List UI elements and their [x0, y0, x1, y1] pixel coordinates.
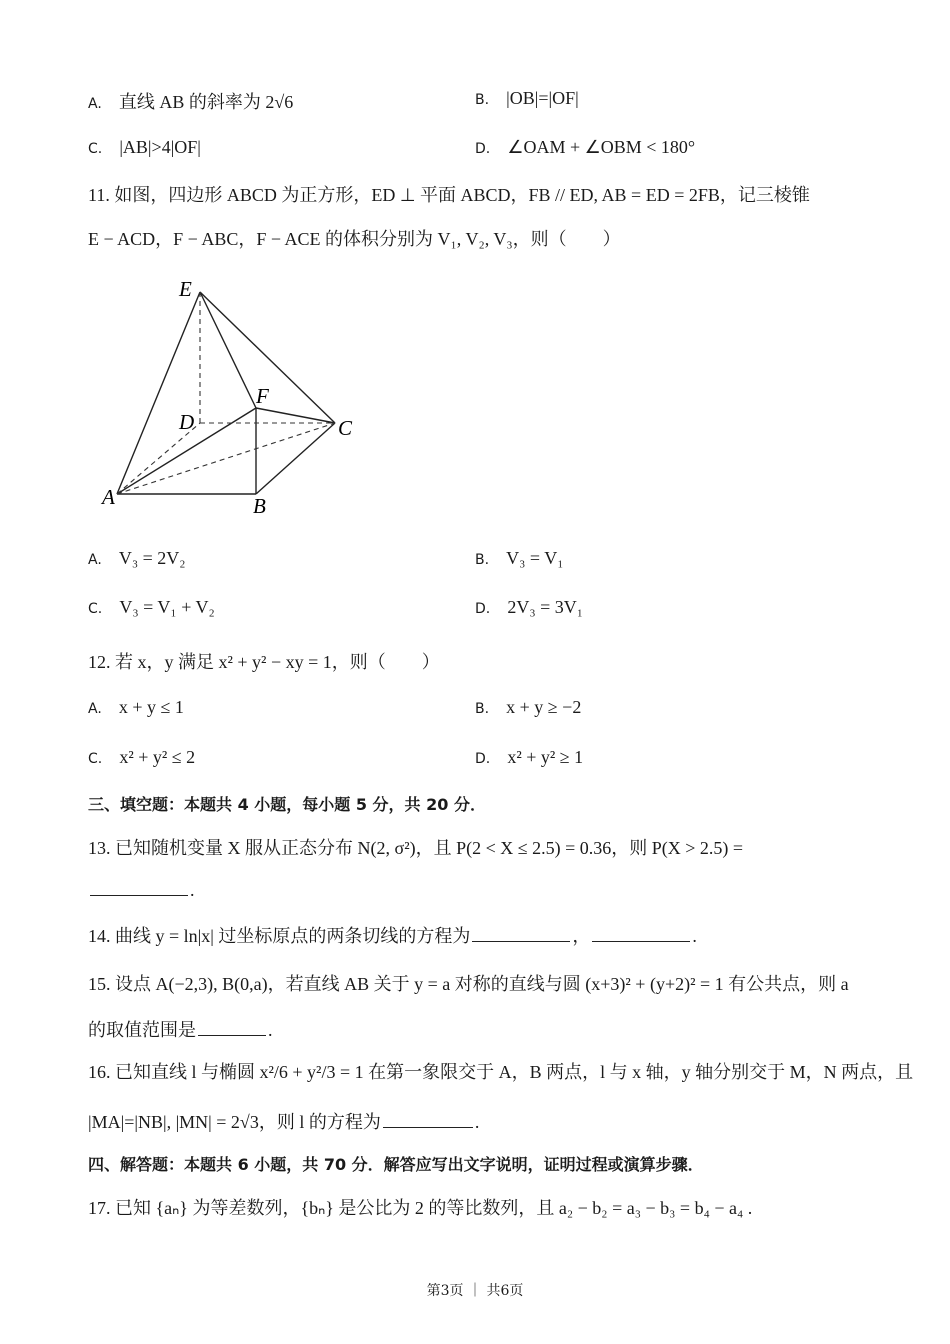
q14-stem	[88, 922, 697, 948]
option-label: D.	[475, 601, 491, 617]
q17-stem-text: 17. 已知 {aₙ} 为等差数列，{bₙ} 是公比为 2 的等比数列，且 a₂ − b₂ = a₃ − b₃ = b₄ − a₄ .	[88, 1198, 753, 1218]
label-f: F	[256, 384, 269, 408]
q15-end: .	[268, 1020, 273, 1040]
option-label: A.	[88, 96, 102, 112]
option-text: x + y ≤ 1	[118, 697, 184, 717]
option-label: B.	[475, 92, 490, 108]
q16-end: .	[474, 1112, 480, 1132]
q10-option-b	[475, 88, 579, 109]
option-label: C.	[88, 601, 103, 617]
q12-option-c	[88, 747, 195, 768]
label-a: A	[102, 485, 115, 509]
q11-stem-line1	[88, 181, 810, 207]
option-text: |AB|>4|OF|	[119, 137, 201, 157]
option-text: |OB|=|OF|	[506, 88, 579, 108]
q10-option-d	[475, 137, 695, 158]
edge-bc	[256, 423, 335, 494]
option-label: A.	[88, 552, 102, 568]
answer-blank	[383, 1126, 473, 1128]
option-label: A.	[88, 701, 102, 717]
option-text: V₃ = 2V₂	[118, 548, 186, 568]
option-text: V₃ = V₁	[506, 548, 564, 568]
q15-stem-text-2: 的取值范围是	[88, 1020, 196, 1040]
q17-stem	[88, 1194, 752, 1220]
geometry-figure	[95, 270, 395, 524]
q12-option-d	[475, 747, 583, 768]
option-label: C.	[88, 141, 103, 157]
answer-blank-1	[472, 940, 570, 942]
label-b: B	[253, 494, 266, 518]
q12-stem-text: 12. 若 x，y 满足 x² + y² − xy = 1，则（ ）	[88, 652, 440, 672]
edge-ef	[200, 292, 256, 408]
q13-answer-line	[88, 880, 195, 901]
answer-blank-2	[592, 940, 690, 942]
answer-blank	[90, 894, 188, 896]
q11-stem-line2	[88, 225, 621, 251]
option-text: V₃ = V₁ + V₂	[119, 597, 215, 617]
q13-end: .	[190, 880, 195, 900]
section-heading-fill-in: 三、填空题：本题共 4 小题，每小题 5 分，共 20 分．	[88, 795, 486, 814]
option-label: B.	[475, 552, 490, 568]
q16-stem-line1	[88, 1058, 913, 1084]
option-text: ∠OAM + ∠OBM < 180°	[507, 137, 696, 157]
q14-end: .	[692, 926, 697, 946]
q11-option-c	[88, 597, 215, 618]
q13-stem-text: 13. 已知随机变量 X 服从正态分布 N(2, σ²)，且 P(2 < X ≤ 2.5) = 0.36，则 P(X > 2.5) =	[88, 838, 744, 858]
q16-stem-text-2: |MA|=|NB|, |MN| = 2√3，则 l 的方程为	[88, 1112, 381, 1132]
option-text: 2V₃ = 3V₁	[507, 597, 584, 617]
q10-option-c	[88, 137, 201, 158]
q12-option-b	[475, 697, 581, 718]
q10-option-a	[88, 88, 293, 114]
q15-stem-line2	[88, 1016, 273, 1042]
q11-option-d	[475, 597, 583, 618]
answer-blank	[198, 1034, 266, 1036]
label-e: E	[179, 277, 192, 301]
q12-option-a	[88, 697, 184, 718]
page-footer: 第3页 ｜ 共6页	[426, 1283, 524, 1299]
q14-sep: ，	[572, 926, 591, 946]
q11-option-b	[475, 548, 564, 569]
q15-stem-line1	[88, 970, 849, 996]
q13-stem	[88, 834, 743, 860]
edge-ac	[117, 423, 335, 494]
q15-stem-text: 15. 设点 A(−2,3), B(0,a)，若直线 AB 关于 y = a 对称的直线与圆 (x+3)² + (y+2)² = 1 有公共点，则 a	[88, 974, 849, 994]
option-text: x² + y² ≤ 2	[119, 747, 196, 767]
q11-stem-text-2: E − ACD，F − ABC，F − ACE 的体积分别为 V₁, V₂, V₃，则（ ）	[88, 229, 621, 249]
q11-stem-text: 11. 如图，四边形 ABCD 为正方形，ED ⊥ 平面 ABCD，FB // ED, AB = ED = 2FB，记三棱锥	[88, 185, 810, 205]
pyramid-diagram	[95, 270, 395, 520]
option-text: x² + y² ≥ 1	[507, 747, 584, 767]
edge-ea	[117, 292, 200, 494]
q12-stem	[88, 648, 440, 674]
q11-option-a	[88, 548, 186, 569]
option-label: C.	[88, 751, 103, 767]
label-c: C	[338, 416, 353, 440]
option-label: D.	[475, 141, 491, 157]
q16-stem-line2	[88, 1108, 479, 1134]
q14-stem-text: 14. 曲线 y = ln|x| 过坐标原点的两条切线的方程为	[88, 926, 471, 946]
option-text: x + y ≥ −2	[506, 697, 582, 717]
edge-fc	[256, 408, 335, 423]
section-heading-solutions: 四、解答题：本题共 6 小题，共 70 分．解答应写出文字说明，证明过程或演算步骤．	[88, 1155, 704, 1174]
label-d: D	[179, 410, 195, 434]
option-text: 直线 AB 的斜率为 2√6	[118, 92, 294, 112]
q16-stem-text: 16. 已知直线 l 与椭圆 x²/6 + y²/3 = 1 在第一象限交于 A，B 两点，l 与 x 轴，y 轴分别交于 M，N 两点，且	[88, 1062, 914, 1082]
option-label: D.	[475, 751, 491, 767]
option-label: B.	[475, 701, 490, 717]
